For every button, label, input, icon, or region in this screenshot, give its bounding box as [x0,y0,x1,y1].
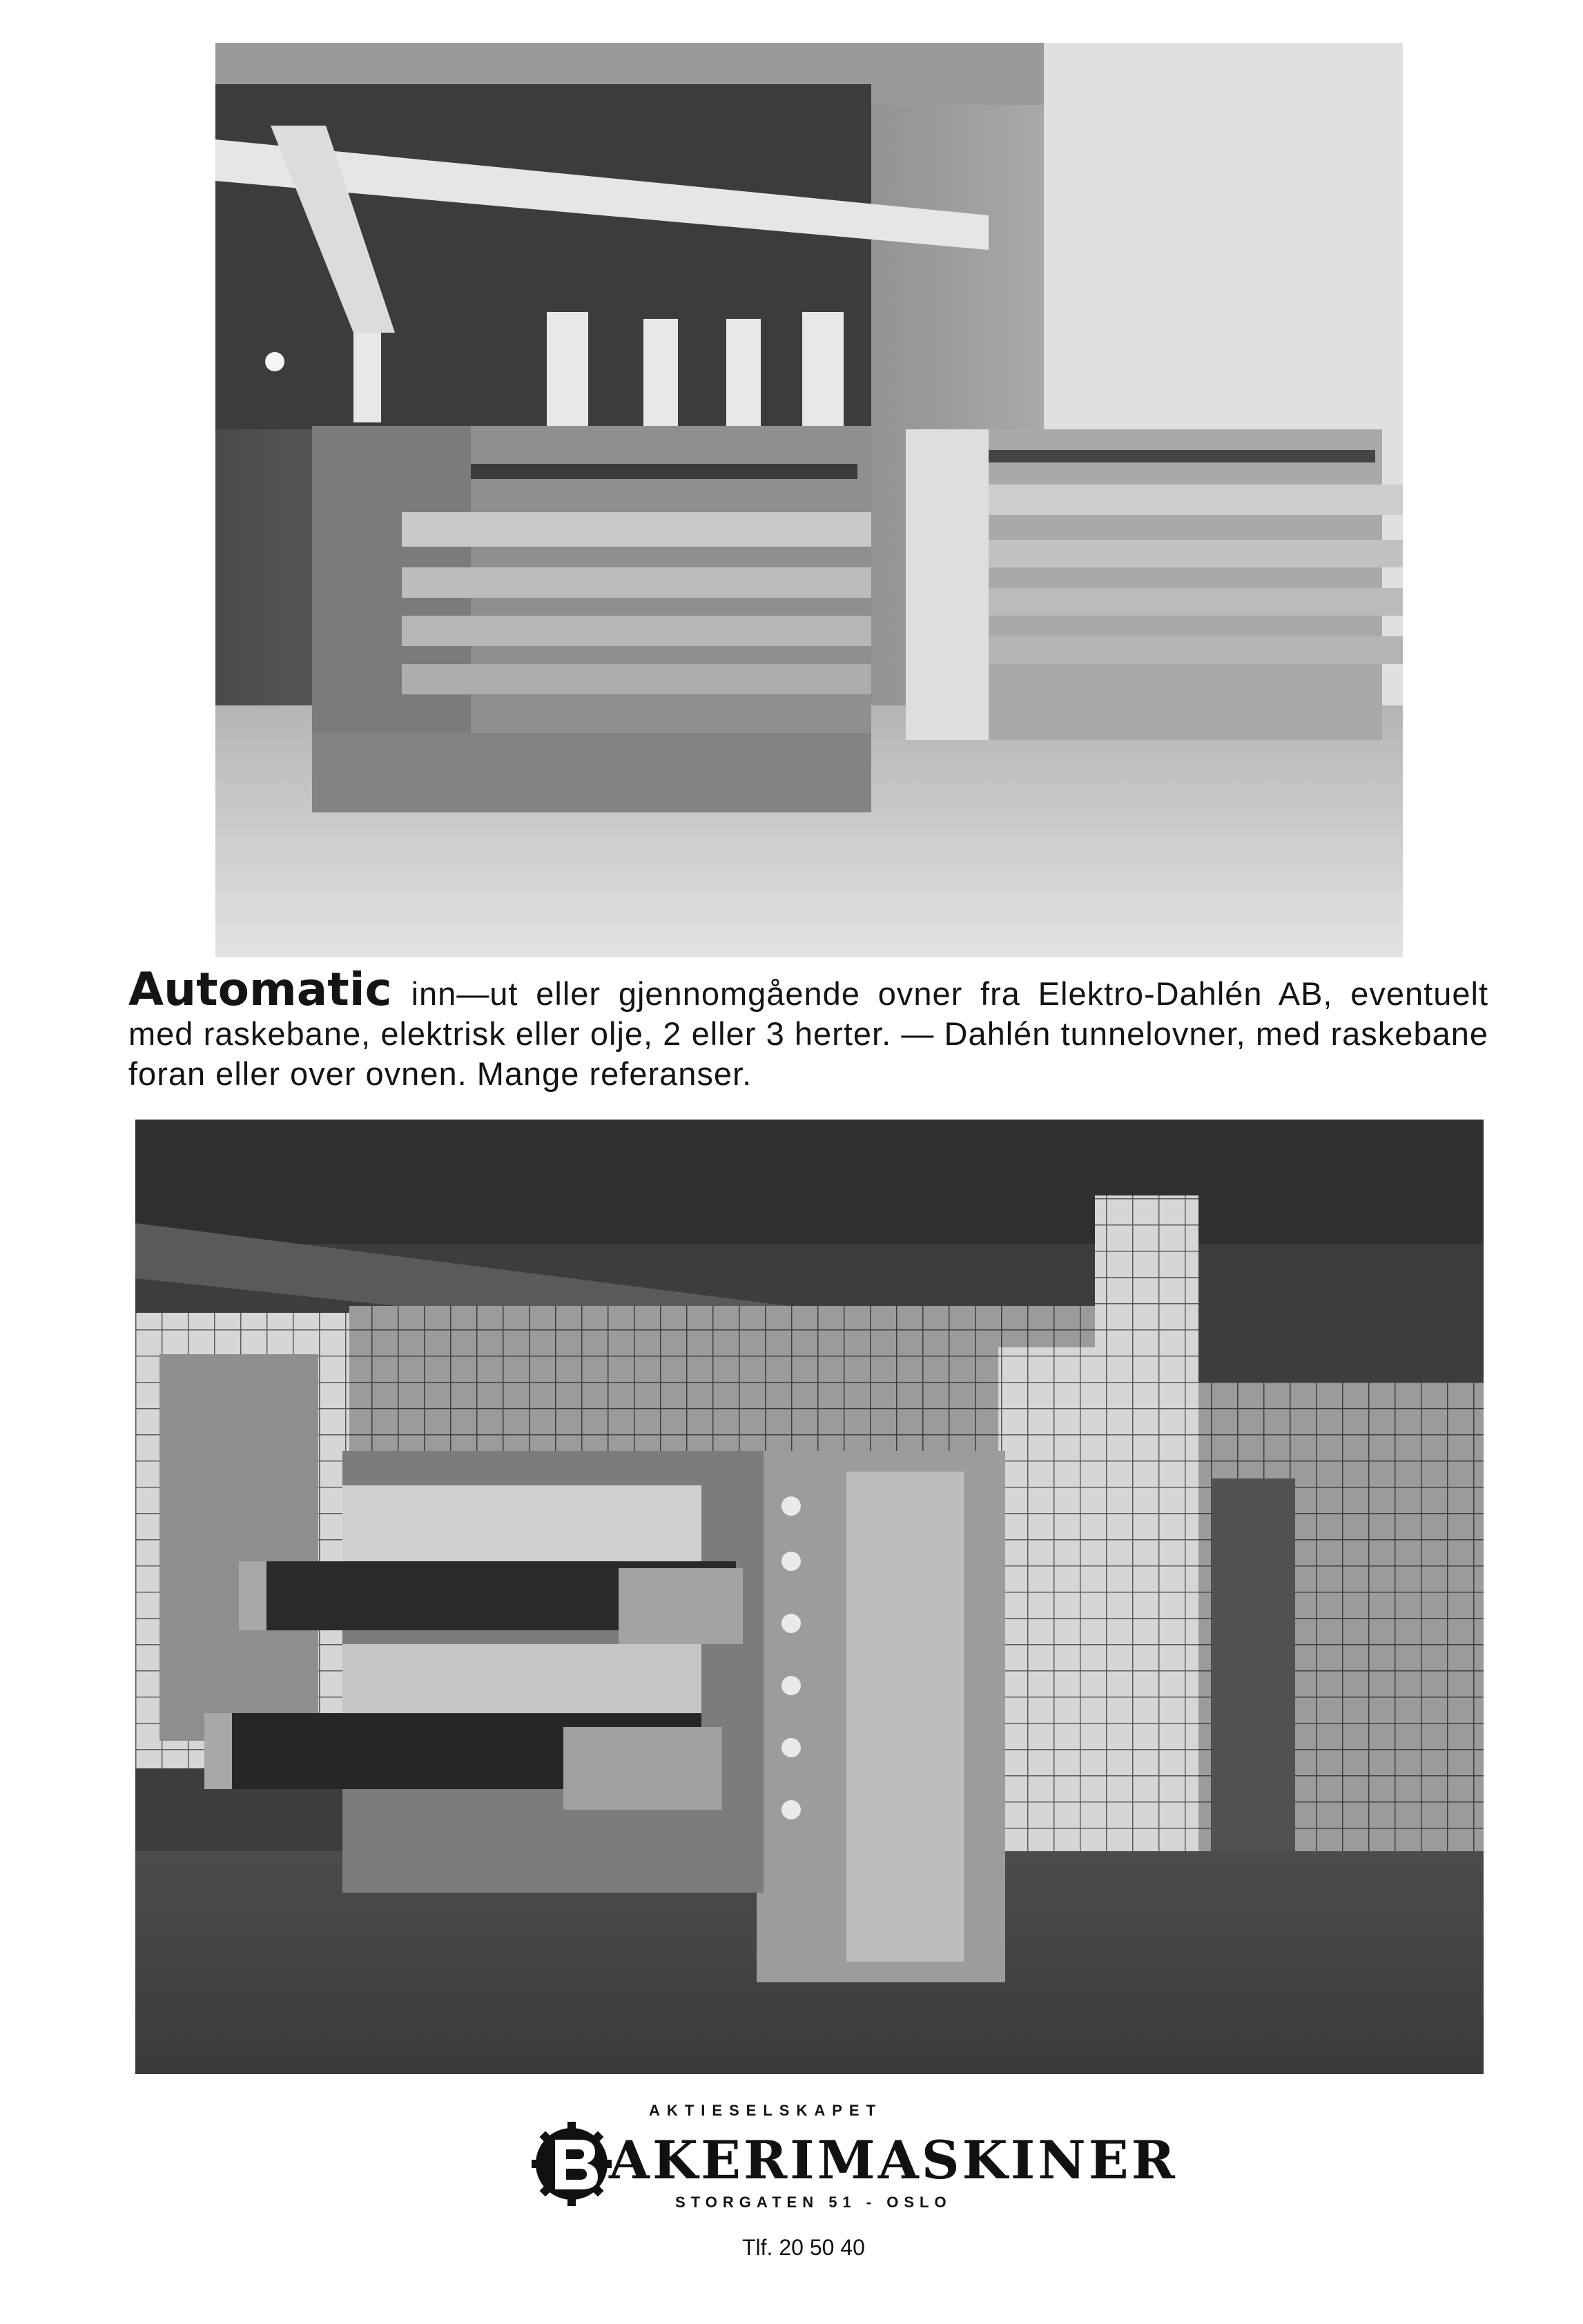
company-prefix: AKTIESELSKAPET [649,2102,883,2119]
company-logo-block [532,2098,1178,2298]
company-address: STORGATEN 51 - OSLO [675,2194,952,2211]
caption-paragraph [128,963,1488,1094]
photo-ovens-bakery-hall [215,43,1403,957]
gear-b-logo-icon [532,2112,614,2209]
caption-text: inn—ut eller gjennomgående ovner fra Elektro-Dahlén AB, eventuelt med raskebane, elektrisk eller olje, 2 eller 3 herter. — Dahlén tunnelovner, med raskebane foran eller over ovnen. Mange referanser. [128,975,1488,1092]
company-phone: Tlf. 20 50 40 [742,2235,865,2260]
photo-double-deck-oven [135,1120,1484,2074]
caption-lead: Automatic [128,963,392,1016]
company-name: AKERIMASKINER [609,2129,1178,2191]
